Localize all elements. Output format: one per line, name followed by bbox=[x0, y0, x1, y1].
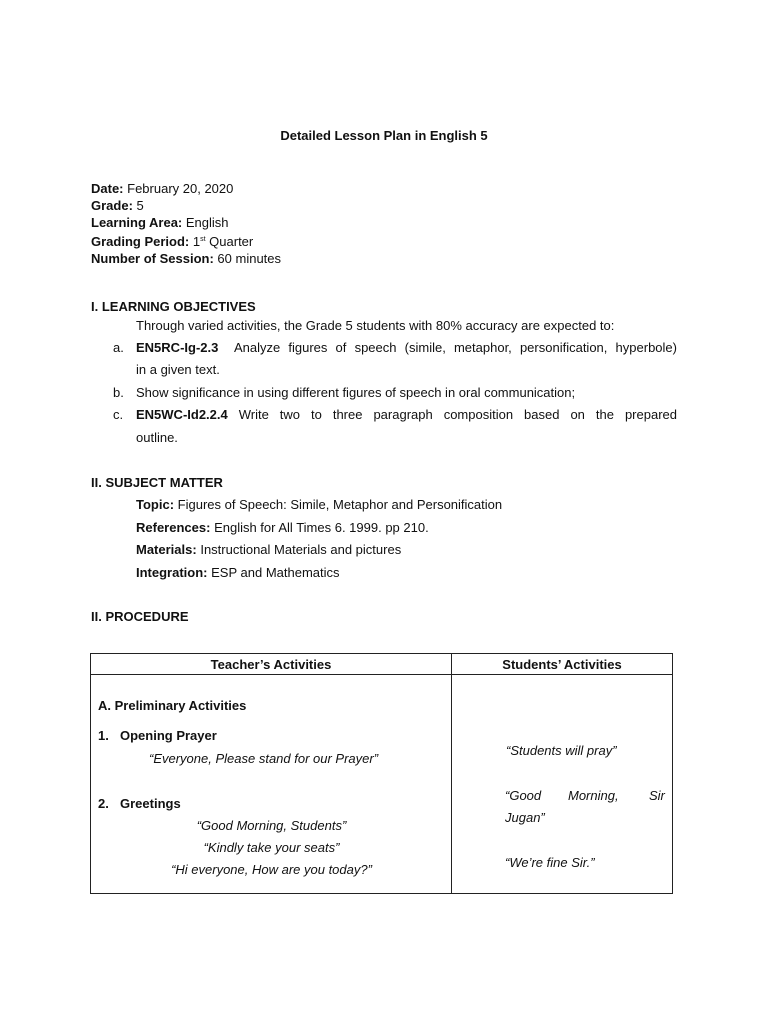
grading-period-ordinal: st bbox=[200, 236, 206, 243]
teacher-activities-header: Teacher’s Activities bbox=[91, 654, 452, 675]
objectives-intro: Through varied activities, the Grade 5 students with 80% accuracy are expected to: bbox=[136, 318, 615, 333]
topic-value: Figures of Speech: Simile, Metaphor and Personification bbox=[177, 497, 503, 512]
student-reply-greeting-line2: Jugan” bbox=[505, 810, 545, 825]
subject-matter-heading: II. SUBJECT MATTER bbox=[91, 475, 223, 490]
procedure-table-row bbox=[91, 675, 673, 894]
preliminary-activities-heading: A. Preliminary Activities bbox=[98, 698, 247, 713]
session-row bbox=[91, 250, 281, 267]
learning-area-label: Learning Area: bbox=[91, 215, 183, 230]
objective-c-letter: c. bbox=[113, 407, 124, 422]
opening-prayer-number: 1. bbox=[98, 728, 109, 743]
objective-a-code: EN5RC-Ig-2.3 bbox=[136, 340, 219, 355]
procedure-table-header bbox=[91, 654, 673, 675]
objective-a-line1 bbox=[136, 340, 677, 355]
grading-period-row bbox=[91, 231, 281, 250]
learning-area-row bbox=[91, 214, 281, 231]
objective-c-code: EN5WC-Id2.2.4 bbox=[136, 407, 228, 422]
materials-label: Materials: bbox=[136, 542, 197, 557]
references-row bbox=[136, 520, 429, 535]
student-reply-greeting-word-3: Sir bbox=[649, 788, 665, 803]
students-activities-cell bbox=[452, 675, 673, 894]
objective-a-line2: in a given text. bbox=[136, 362, 220, 377]
document-title: Detailed Lesson Plan in English 5 bbox=[280, 128, 488, 143]
objective-c-line1 bbox=[136, 407, 677, 422]
references-label: References: bbox=[136, 520, 211, 535]
session-label: Number of Session: bbox=[91, 251, 214, 266]
student-reply-greeting-word-1: “Good bbox=[505, 788, 542, 803]
grading-period-number: 1 bbox=[192, 234, 201, 249]
integration-label: Integration: bbox=[136, 565, 208, 580]
grade-value: 5 bbox=[136, 198, 144, 213]
grading-period-value: Quarter bbox=[209, 234, 254, 249]
procedure-table bbox=[90, 653, 673, 894]
grade-row bbox=[91, 197, 281, 214]
materials-row bbox=[136, 542, 401, 557]
greetings-quote-1: “Good Morning, Students” bbox=[196, 818, 347, 833]
topic-row bbox=[136, 497, 502, 512]
objective-a-letter: a. bbox=[113, 340, 124, 355]
greetings-number: 2. bbox=[98, 796, 109, 811]
opening-prayer-quote: “Everyone, Please stand for our Prayer” bbox=[149, 751, 379, 766]
objectives-heading: I. LEARNING OBJECTIVES bbox=[91, 299, 256, 314]
grading-period-label: Grading Period: bbox=[91, 234, 190, 249]
session-value: 60 minutes bbox=[217, 251, 282, 266]
objective-b-letter: b. bbox=[113, 385, 124, 400]
integration-value: ESP and Mathematics bbox=[211, 565, 340, 580]
grade-label: Grade: bbox=[91, 198, 133, 213]
learning-area-value: English bbox=[185, 215, 229, 230]
greetings-quote-3: “Hi everyone, How are you today?” bbox=[171, 862, 372, 877]
objective-c-line2: outline. bbox=[136, 430, 178, 445]
topic-label: Topic: bbox=[136, 497, 175, 512]
student-reply-greeting-word-2: Morning, bbox=[568, 788, 619, 803]
objective-a-text: Analyze figures of speech (simile, metaphor, personification, hyperbole) bbox=[233, 340, 677, 355]
students-activities-header: Students’ Activities bbox=[452, 654, 673, 675]
date-value: February 20, 2020 bbox=[127, 181, 234, 196]
date-label: Date: bbox=[91, 181, 124, 196]
student-reply-fine: “We’re fine Sir.” bbox=[505, 855, 595, 870]
integration-row bbox=[136, 565, 340, 580]
objective-c-text: Write two to three paragraph composition based on the prepared bbox=[238, 407, 677, 422]
date-row bbox=[91, 180, 281, 197]
materials-value: Instructional Materials and pictures bbox=[200, 542, 402, 557]
procedure-heading: II. PROCEDURE bbox=[91, 609, 189, 624]
objective-b-text: Show significance in using different figures of speech in oral communication; bbox=[136, 385, 576, 400]
student-reply-prayer: “Students will pray” bbox=[506, 743, 617, 758]
greetings-quote-2: “Kindly take your seats” bbox=[203, 840, 340, 855]
greetings-title: Greetings bbox=[120, 796, 181, 811]
lesson-info bbox=[91, 180, 281, 267]
opening-prayer-title: Opening Prayer bbox=[120, 728, 217, 743]
teacher-activities-cell bbox=[91, 675, 452, 894]
references-value: English for All Times 6. 1999. pp 210. bbox=[214, 520, 429, 535]
